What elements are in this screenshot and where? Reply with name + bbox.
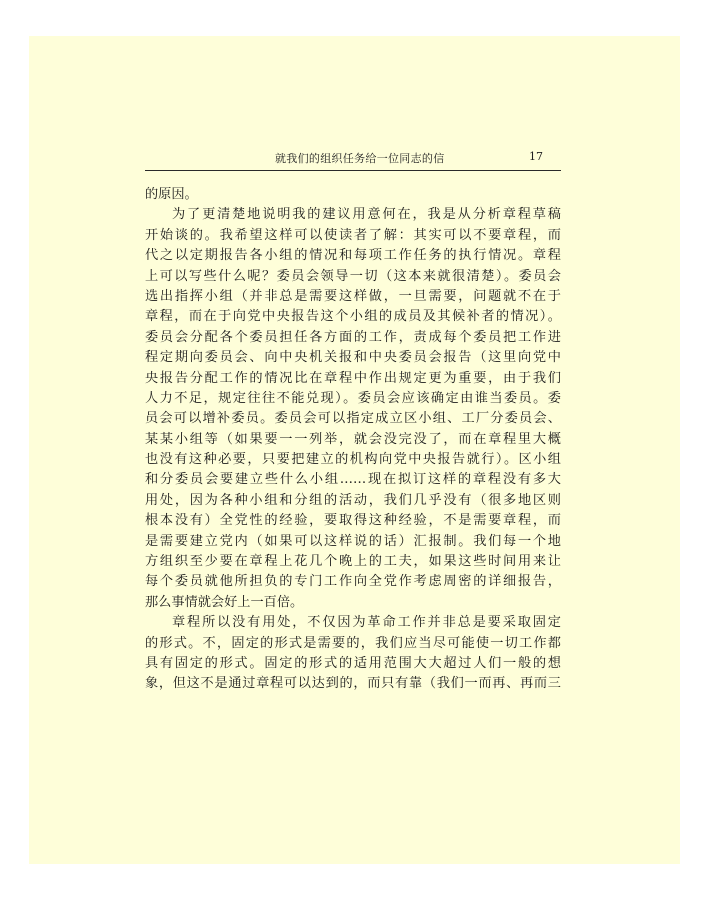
text-line: 选出指挥小组（并非总是需要这样做，一旦需要，问题就不在于	[145, 288, 561, 304]
text-line: 某某小组等（如果要一一列举，就会没完没了，而在章程里大概	[145, 431, 561, 447]
text-line: 象，但这不是通过章程可以达到的，而只有靠（我们一而再、再而三	[145, 676, 561, 692]
text-line: 员会可以增补委员。委员会可以指定成立区小组、工厂分委员会、	[145, 411, 561, 427]
text-line: 每个委员就他所担负的专门工作向全党作考虑周密的详细报告，	[145, 574, 561, 590]
text-line: 也没有这种必要，只要把建立的机构向党中央报告就行）。区小组	[145, 452, 561, 468]
text-line: 开始谈的。我希望这样可以使读者了解：其实可以不要章程，而	[145, 227, 561, 243]
text-line: 央报告分配工作的情况比在章程中作出规定更为重要，由于我们	[145, 370, 561, 386]
text-line: 的形式。不，固定的形式是需要的，我们应当尽可能使一切工作都	[145, 635, 561, 651]
text-line: 用处，因为各种小组和分组的活动，我们几乎没有（很多地区则	[145, 492, 561, 508]
page-number: 17	[529, 150, 543, 163]
text-line: 方组织至少要在章程上花几个晚上的工夫，如果这些时间用来让	[145, 554, 561, 570]
text-line: 章程所以没有用处，不仅因为革命工作并非总是要采取固定	[172, 615, 561, 631]
text-line: 代之以定期报告各小组的情况和每项工作任务的执行情况。章程	[145, 248, 561, 264]
text-line: 程定期向委员会、向中央机关报和中央委员会报告（这里向党中	[145, 350, 561, 366]
text-line: 为了更清楚地说明我的建议用意何在，我是从分析章程草稿	[172, 207, 561, 223]
text-line: 根本没有）全党性的经验，要取得这种经验，不是需要章程，而	[145, 513, 561, 529]
running-header	[145, 150, 561, 171]
text-line: 人力不足，规定往往不能兑现）。委员会应该确定由谁当委员。委	[145, 390, 561, 406]
text-line: 那么事情就会好上一百倍。	[145, 594, 304, 610]
text-line: 是需要建立党内（如果可以这样说的话）汇报制。我们每一个地	[145, 533, 561, 549]
text-line: 和分委员会要建立些什么小组……现在拟订这样的章程没有多大	[145, 472, 561, 488]
text-line: 的原因。	[145, 187, 198, 202]
text-line: 委员会分配各个委员担任各方面的工作，责成每个委员把工作进	[145, 329, 561, 345]
text-line: 上可以写些什么呢？委员会领导一切（这本来就很清楚）。委员会	[145, 268, 561, 284]
text-line: 章程，而在于向党中央报告这个小组的成员及其候补者的情况）。	[145, 309, 561, 325]
body-text	[145, 185, 561, 695]
text-line: 具有固定的形式。固定的形式的适用范围大大超过人们一般的想	[145, 655, 561, 671]
header-title: 就我们的组织任务给一位同志的信	[275, 152, 445, 165]
